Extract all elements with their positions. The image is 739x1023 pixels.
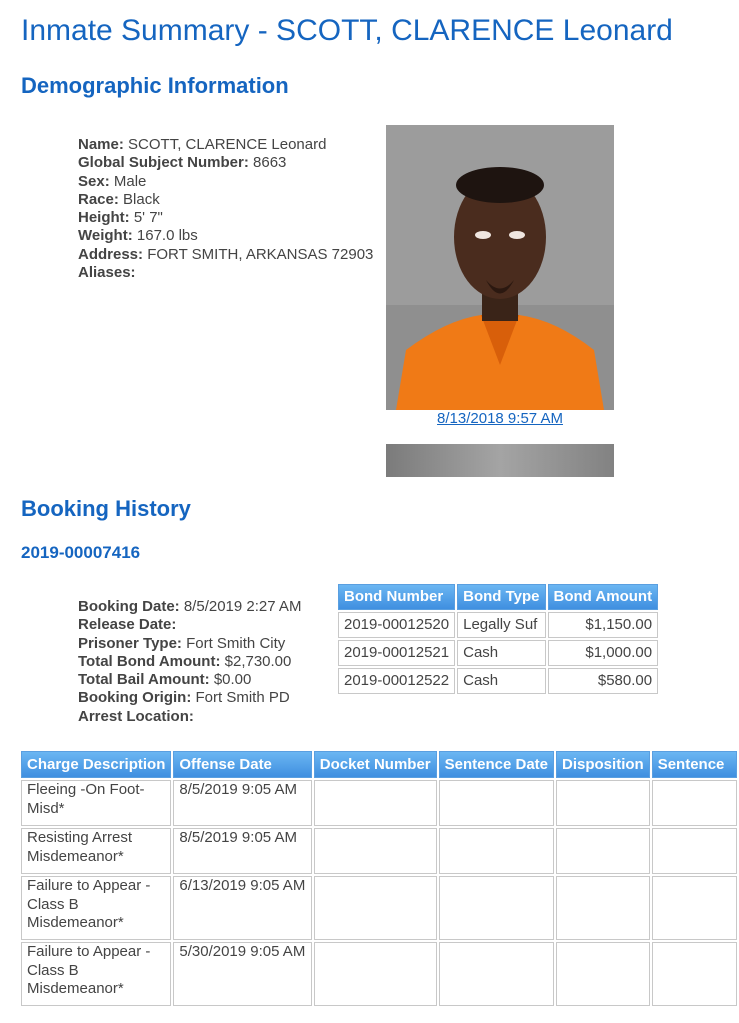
field-booking-date: Booking Date: 8/5/2019 2:27 AM [78, 598, 302, 615]
field-name: Name: SCOTT, CLARENCE Leonard [78, 136, 327, 153]
charge-offense-date: 8/5/2019 9:05 AM [173, 780, 311, 826]
charge-disposition [556, 780, 650, 826]
charge-sentence-date [439, 828, 554, 874]
field-prisoner-type: Prisoner Type: Fort Smith City [78, 634, 286, 652]
charge-sentence [652, 780, 737, 826]
charge-disposition [556, 876, 650, 940]
field-arrest-location: Arrest Location: [78, 707, 194, 725]
charges-header-offense-date[interactable]: Offense Date [173, 751, 311, 778]
booking-history-heading: Booking History [21, 496, 191, 521]
charge-disposition [556, 828, 650, 874]
charges-header-sentence[interactable]: Sentence [652, 751, 737, 778]
page-title: Inmate Summary - SCOTT, CLARENCE Leonard [21, 14, 673, 47]
charge-docket-number [314, 780, 437, 826]
bond-row [338, 640, 658, 666]
demographic-fields [78, 136, 373, 282]
field-address: Address: FORT SMITH, ARKANSAS 72903 [78, 245, 374, 263]
photo-date-link[interactable]: 8/13/2018 9:57 AM [437, 410, 563, 427]
field-height: Height: 5' 7" [78, 209, 163, 227]
field-release-date: Release Date: [78, 616, 177, 634]
bond-type: Legally Suf [457, 612, 545, 638]
charge-offense-date: 8/5/2019 9:05 AM [173, 828, 311, 874]
bond-amount: $580.00 [548, 668, 659, 694]
field-global-subject-number: Global Subject Number: 8663 [78, 154, 287, 172]
field-sex: Sex: Male [78, 172, 147, 190]
field-total-bond-amount: Total Bond Amount: $2,730.00 [78, 652, 292, 670]
charge-offense-date: 6/13/2019 9:05 AM [173, 876, 311, 940]
field-race: Race: Black [78, 190, 160, 208]
bond-number: 2019-00012520 [338, 612, 455, 638]
charge-docket-number [314, 828, 437, 874]
mugshot-photo-secondary[interactable] [386, 444, 614, 477]
bond-header-number[interactable]: Bond Number [338, 584, 455, 610]
charges-header-description[interactable]: Charge Description [21, 751, 171, 778]
charge-disposition [556, 942, 650, 1006]
charge-docket-number [314, 876, 437, 940]
bond-amount: $1,150.00 [548, 612, 659, 638]
field-weight: Weight: 167.0 lbs [78, 227, 198, 245]
charges-table [19, 749, 739, 1008]
field-booking-origin: Booking Origin: Fort Smith PD [78, 689, 290, 707]
charge-sentence [652, 828, 737, 874]
bond-row [338, 668, 658, 694]
bond-type: Cash [457, 668, 545, 694]
field-total-bail-amount: Total Bail Amount: $0.00 [78, 671, 252, 689]
charge-sentence-date [439, 942, 554, 1006]
charge-description: Fleeing -On Foot-Misd* [21, 780, 171, 826]
charge-docket-number [314, 942, 437, 1006]
charges-header-sentence-date[interactable]: Sentence Date [439, 751, 554, 778]
charges-header-row [21, 751, 737, 778]
charge-sentence [652, 876, 737, 940]
charges-table-container [19, 749, 725, 1009]
charge-sentence [652, 942, 737, 1006]
bond-type: Cash [457, 640, 545, 666]
bond-row [338, 612, 658, 638]
demographic-heading: Demographic Information [21, 73, 289, 98]
charges-header-disposition[interactable]: Disposition [556, 751, 650, 778]
bond-header-amount[interactable]: Bond Amount [548, 584, 659, 610]
charge-description: Failure to Appear - Class B Misdemeanor* [21, 942, 171, 1006]
mugshot-illustration [386, 125, 614, 410]
booking-number: 2019-00007416 [21, 543, 141, 562]
field-aliases: Aliases: [78, 264, 136, 282]
charge-row [21, 942, 737, 1006]
charge-offense-date: 5/30/2019 9:05 AM [173, 942, 311, 1006]
charge-description: Failure to Appear - Class B Misdemeanor* [21, 876, 171, 940]
bond-number: 2019-00012522 [338, 668, 455, 694]
charge-sentence-date [439, 780, 554, 826]
charges-header-docket-number[interactable]: Docket Number [314, 751, 437, 778]
charge-row [21, 780, 737, 826]
bond-header-type[interactable]: Bond Type [457, 584, 545, 610]
bond-amount: $1,000.00 [548, 640, 659, 666]
charge-row [21, 828, 737, 874]
charge-sentence-date [439, 876, 554, 940]
bond-header-row [338, 584, 658, 610]
bond-table [336, 582, 660, 696]
bond-number: 2019-00012521 [338, 640, 455, 666]
booking-fields [78, 598, 301, 726]
charge-row [21, 876, 737, 940]
mugshot-photo[interactable] [386, 125, 614, 410]
charge-description: Resisting Arrest Misdemeanor* [21, 828, 171, 874]
